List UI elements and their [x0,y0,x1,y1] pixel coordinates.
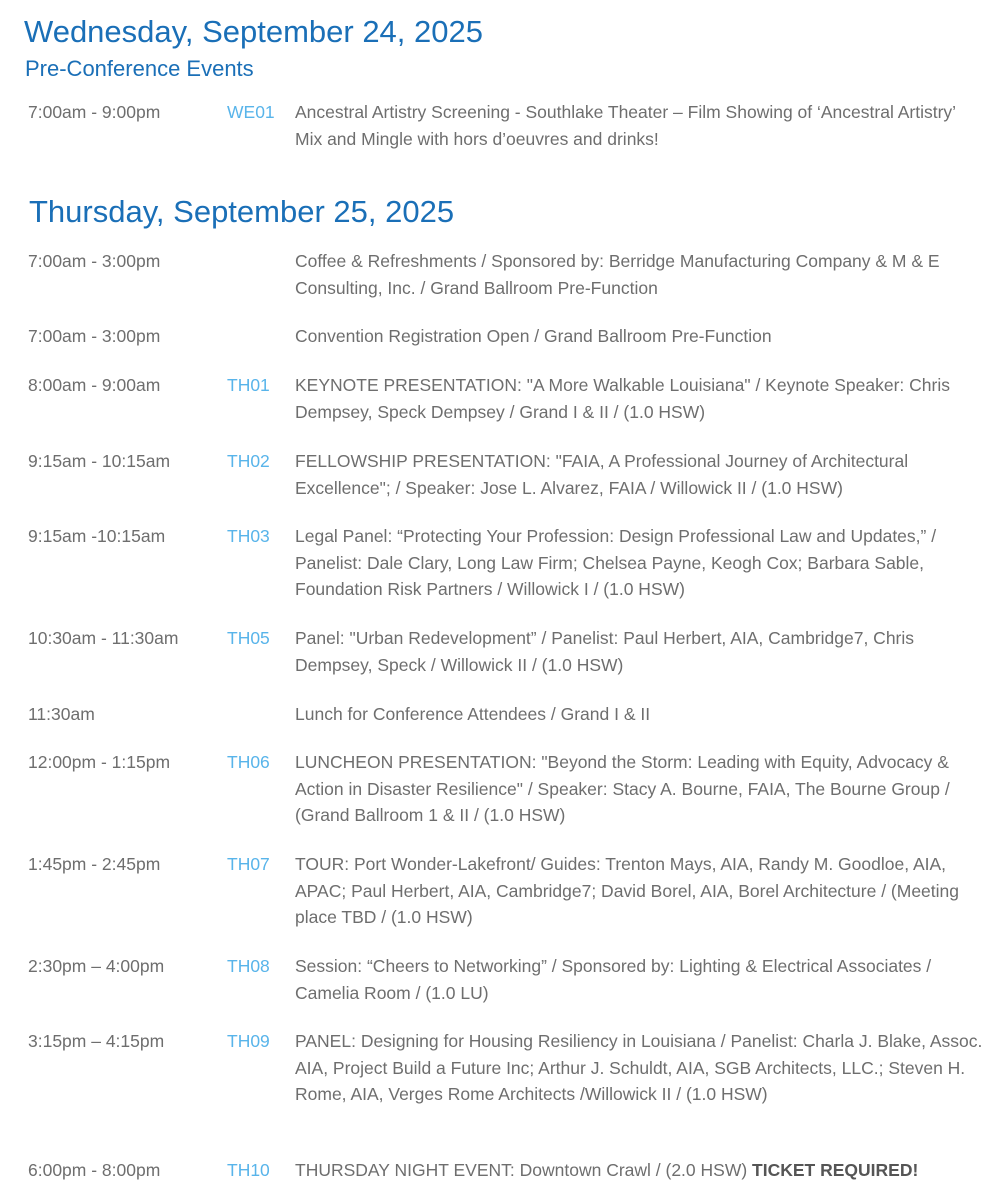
event-description: Session: “Cheers to Networking” / Sponsored by: Lighting & Electrical Associates / Camelia Room / (1.0 LU) [295,956,932,1003]
thursday-heading: Thursday, September 25, 2025 [29,194,455,229]
event-description: Lunch for Conference Attendees / Grand I & II [295,704,651,724]
event-code: TH06 [227,752,270,772]
event-time: 7:00am - 3:00pm [28,326,161,346]
event-description: LUNCHEON PRESENTATION: "Beyond the Storm: Leading with Equity, Advocacy & Action in Disaster Resilience" / Speaker: Stacy A. Bourne, FAIA, The Bourne Group / (Grand Ballroom 1 & II / (1.0 HSW) [295,752,950,825]
event-time: 10:30am - 11:30am [28,628,179,648]
event-code: TH02 [227,451,270,471]
event-code: TH09 [227,1031,270,1051]
event-time: 3:15pm – 4:15pm [28,1031,165,1051]
event-description-text: THURSDAY NIGHT EVENT: Downtown Crawl / (2.0 HSW) [295,1160,753,1180]
wednesday-heading: Wednesday, September 24, 2025 [24,14,483,49]
event-code: TH05 [227,628,270,648]
event-description: Panel: "Urban Redevelopment” / Panelist: Paul Herbert, AIA, Cambridge7, Chris Dempsey, Speck / Willowick II / (1.0 HSW) [295,628,915,675]
event-time: 7:00am - 3:00pm [28,251,161,271]
pre-conference-subheading: Pre-Conference Events [25,56,254,81]
event-description [295,1157,985,1184]
event-time: 8:00am - 9:00am [28,375,161,395]
event-time: 2:30pm – 4:00pm [28,956,165,976]
event-description: Coffee & Refreshments / Sponsored by: Berridge Manufacturing Company & M & E Consulting, Inc. / Grand Ballroom Pre-Function [295,251,940,298]
event-code: WE01 [227,102,275,122]
event-time: 11:30am [28,704,95,724]
event-description: PANEL: Designing for Housing Resiliency in Louisiana / Panelist: Charla J. Blake, Assoc. AIA, Project Build a Future Inc; Arthur J. Schuldt, AIA, SGB Architects, LLC.; Steven H. Rome, AIA, Verges Rome Architects /Willowick II / (1.0 HSW) [295,1031,983,1104]
event-description: FELLOWSHIP PRESENTATION: "FAIA, A Professional Journey of Architectural Excellence"; / Speaker: Jose L. Alvarez, FAIA / Willowick II / (1.0 HSW) [295,451,909,498]
event-description: KEYNOTE PRESENTATION: "A More Walkable Louisiana" / Keynote Speaker: Chris Dempsey, Speck Dempsey / Grand I & II / (1.0 HSW) [295,375,950,422]
event-code: TH03 [227,526,270,546]
event-time: 1:45pm - 2:45pm [28,854,161,874]
event-time: 9:15am -10:15am [28,526,166,546]
event-time: 12:00pm - 1:15pm [28,752,171,772]
event-time: 7:00am - 9:00pm [28,102,161,122]
event-description: Convention Registration Open / Grand Ballroom Pre-Function [295,326,772,346]
event-code: TH01 [227,375,270,395]
event-description: Ancestral Artistry Screening - Southlake Theater – Film Showing of ‘Ancestral Artistry’ Mix and Mingle with hors d’oeuvres and drinks! [295,102,956,149]
event-description: Legal Panel: “Protecting Your Profession: Design Professional Law and Updates,” / Panelist: Dale Clary, Long Law Firm; Chelsea Payne, Keogh Cox; Barbara Sable, Foundation Risk Partners / Willowick I / (1.0 HSW) [295,526,937,599]
event-time: 6:00pm - 8:00pm [28,1160,161,1180]
event-code: TH07 [227,854,270,874]
ticket-required-notice: TICKET REQUIRED! [752,1160,919,1180]
event-description: TOUR: Port Wonder-Lakefront/ Guides: Trenton Mays, AIA, Randy M. Goodloe, AIA, APAC; Paul Herbert, AIA, Cambridge7; David Borel, AIA, Borel Architecture / (Meeting place TBD / (1.0 HSW) [295,854,960,927]
event-code: TH08 [227,956,270,976]
event-code: TH10 [227,1160,270,1180]
event-time: 9:15am - 10:15am [28,451,171,471]
